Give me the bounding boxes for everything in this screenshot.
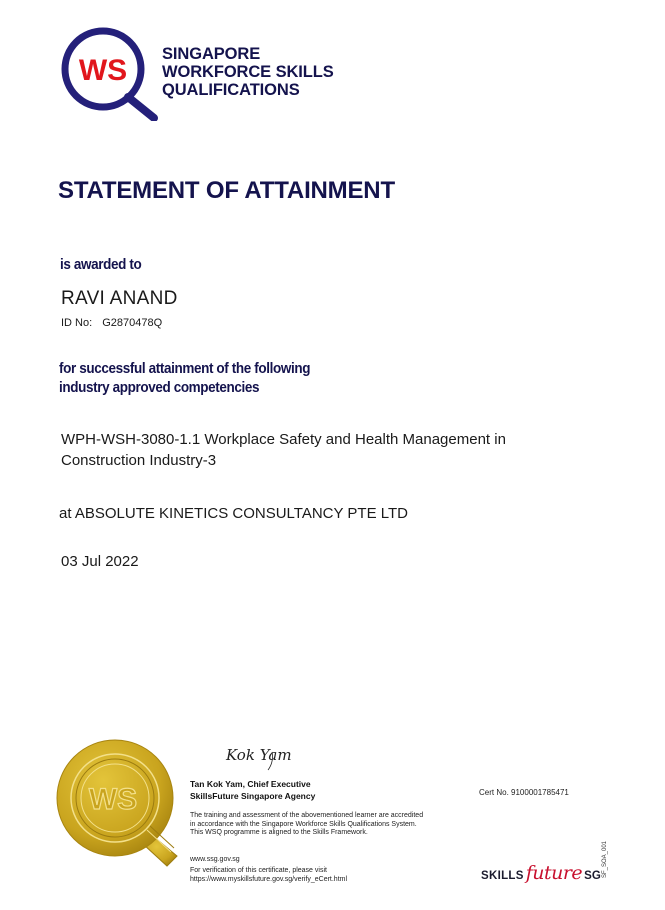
verify-line-1: For verification of this certificate, please visit	[190, 867, 327, 874]
cert-value: 9100001785471	[511, 788, 569, 797]
award-date: 03 Jul 2022	[61, 553, 139, 570]
competency-line-1: WPH-WSH-3080-1.1 Workplace Safety and Health Management in	[61, 431, 506, 448]
training-provider: at ABSOLUTE KINETICS CONSULTANCY PTE LTD	[59, 505, 408, 522]
accreditation-line-1: The training and assessment of the abovementioned learner are accredited	[190, 812, 424, 819]
document-title: STATEMENT OF ATTAINMENT	[58, 177, 395, 204]
attainment-line-1: for successful attainment of the following	[59, 361, 311, 377]
accreditation-statement	[190, 812, 423, 838]
accreditation-line-3: This WSQ programme is aligned to the Skills Framework.	[190, 829, 368, 837]
logo-ws-text: WS	[78, 54, 128, 87]
attainment-statement	[59, 360, 310, 398]
accreditation-line-2: in accordance with the Singapore Workforce Skills Qualifications System.	[190, 820, 417, 828]
id-value: G2870478Q	[102, 317, 163, 329]
competency	[61, 429, 581, 471]
logo-line-1: SINGAPORE	[162, 45, 261, 63]
form-code: SF_SOA_001	[602, 840, 608, 878]
cert-label: Cert No.	[479, 788, 509, 797]
attainment-line-2: industry approved competencies	[59, 380, 260, 396]
signer-agency: SkillsFuture Singapore Agency	[190, 791, 316, 801]
wsq-logo-icon	[58, 25, 162, 121]
competency-line-2: Construction Industry-3	[61, 452, 217, 469]
wsq-logo-text	[162, 45, 334, 99]
sf-logo-sg: SG	[584, 870, 601, 882]
id-row	[61, 317, 162, 329]
seal-ws-text: WS	[88, 783, 138, 816]
gold-seal-icon	[55, 738, 185, 870]
logo-line-3: QUALIFICATIONS	[162, 81, 300, 99]
signatory	[190, 778, 315, 802]
signature-text: Kok Yam	[226, 746, 292, 764]
signer-name-title: Tan Kok Yam, Chief Executive	[190, 779, 311, 789]
sf-logo-future: future	[525, 862, 583, 884]
verify-url-link[interactable]: https://www.myskillsfuture.gov.sg/verify_eCert.html	[190, 875, 348, 883]
website-link[interactable]: www.ssg.gov.sg	[190, 856, 240, 863]
verification-note	[190, 867, 347, 884]
recipient-name: RAVI ANAND	[61, 288, 178, 309]
signature-image	[222, 738, 312, 772]
skillsfuture-logo	[481, 862, 601, 884]
certificate-number	[479, 788, 569, 797]
sf-logo-skills: SKILLS	[481, 870, 524, 882]
id-label: ID No:	[61, 317, 93, 329]
awarded-label: is awarded to	[60, 257, 142, 273]
logo-line-2: WORKFORCE SKILLS	[162, 63, 334, 81]
